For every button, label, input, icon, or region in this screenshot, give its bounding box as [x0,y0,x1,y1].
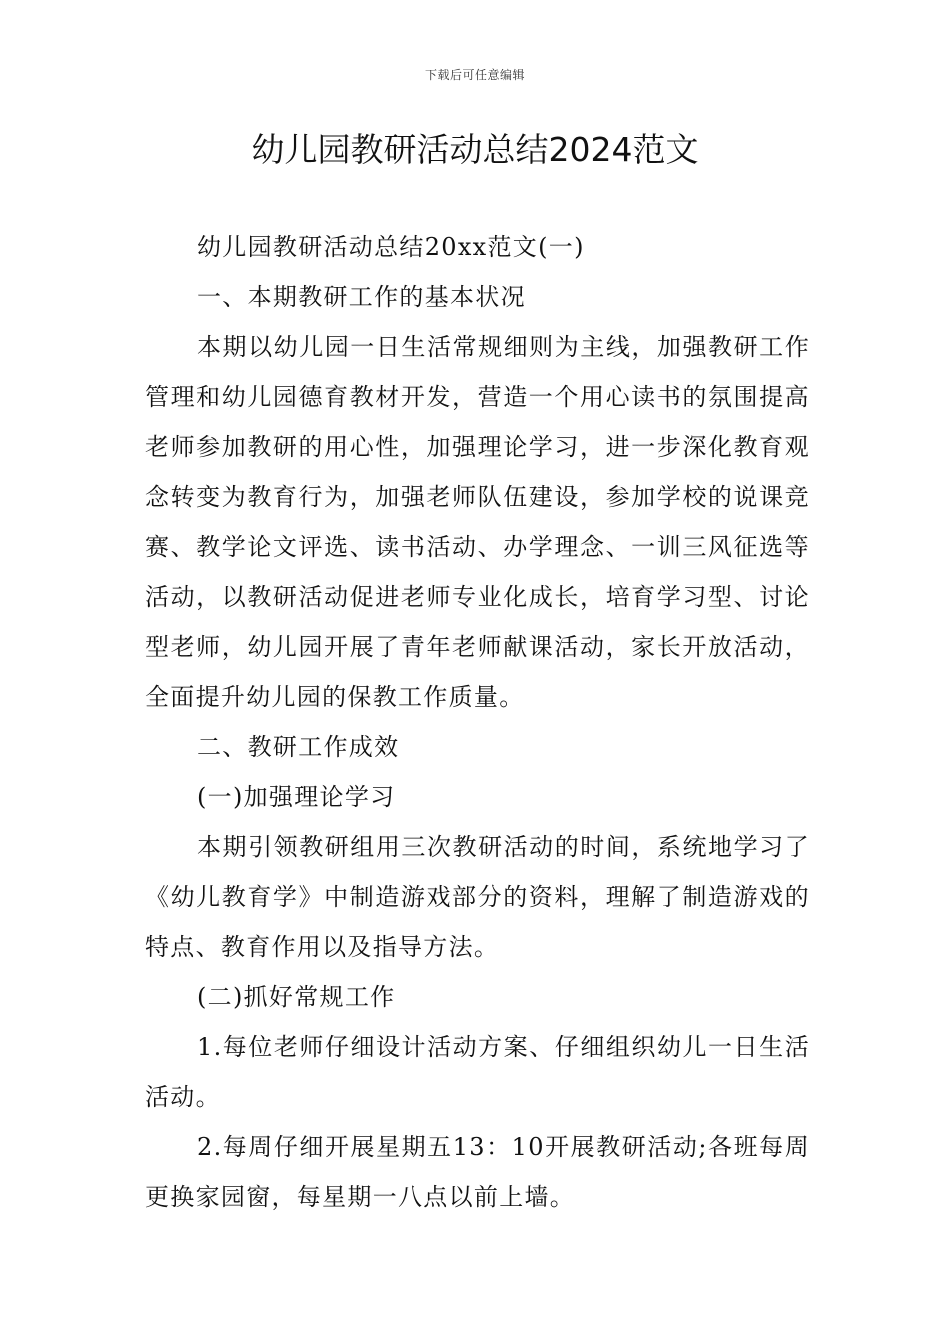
list-item-1: 1.每位老师仔细设计活动方案、仔细组织幼儿一日生活活动。 [145,1033,810,1111]
list-item-2: 2.每周仔细开展星期五13：10开展教研活动;各班每周更换家园窗，每星期一八点以前上墙。 [145,1133,810,1211]
section-heading-2: 二、教研工作成效 [197,733,400,761]
paragraph-overview: 本期以幼儿园一日生活常规细则为主线，加强教研工作管理和幼儿园德育教材开发，营造一个用心读书的氛围提高老师参加教研的用心性，加强理论学习，进一步深化教育观念转变为教育行为，加强老师队伍建设，参加学校的说课竞赛、教学论文评选、读书活动、办学理念、一训三风征选等活动，以教研活动促进老师专业化成长，培育学习型、讨论型老师，幼儿园开展了青年老师献课活动，家长开放活动，全面提升幼儿园的保教工作质量。 [145,333,810,711]
header-note: 下载后可任意编辑 [424,68,525,82]
section-heading-1: 一、本期教研工作的基本状况 [197,283,526,311]
subsection-heading-2: (二)抓好常规工作 [197,983,396,1011]
subsection-heading-1: (一)加强理论学习 [197,783,396,811]
document-body [145,222,810,1222]
paragraph-theory-study: 本期引领教研组用三次教研活动的时间，系统地学习了《幼儿教育学》中制造游戏部分的资料，理解了制造游戏的特点、教育作用以及指导方法。 [145,833,810,961]
document-title: 幼儿园教研活动总结2024范文 [251,130,699,169]
paragraph-subtitle: 幼儿园教研活动总结20xx范文(一) [197,233,585,261]
